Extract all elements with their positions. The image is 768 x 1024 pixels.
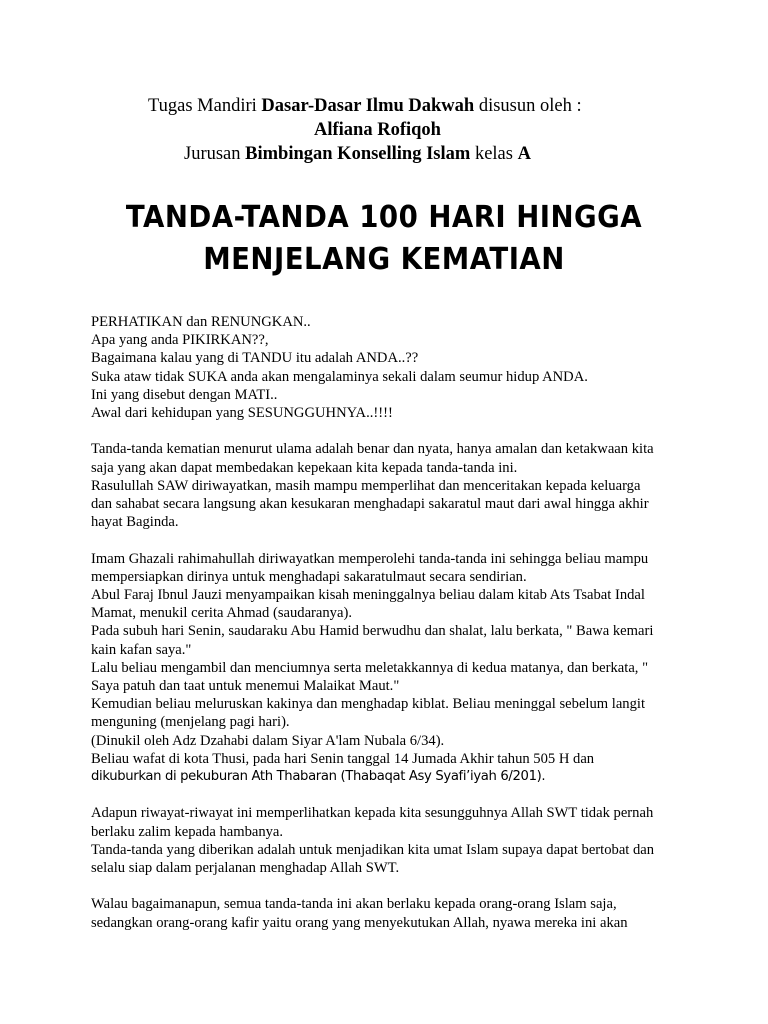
title-line-2: MENJELANG KEMATIAN — [203, 242, 565, 277]
text-line: hayat Baginda. — [91, 514, 179, 531]
text-line: Ini yang disebut dengan MATI.. — [91, 386, 278, 403]
major-prefix: Jurusan — [184, 144, 246, 164]
text-line: Beliau wafat di kota Thusi, pada hari Senin tanggal 14 Jumada Akhir tahun 505 H dan — [91, 750, 595, 767]
text-line: sedangkan orang-orang kafir yaitu orang yang menyekutukan Allah, nyawa mereka ini akan — [91, 914, 628, 931]
text-line: PERHATIKAN dan RENUNGKAN.. — [91, 314, 311, 330]
text-line: Saya patuh dan taat untuk menemui Malaikat Maut." — [91, 678, 400, 695]
text-line: Apa yang anda PIKIRKAN??, — [91, 332, 269, 349]
text-line: Tanda-tanda yang diberikan adalah untuk menjadikan kita umat Islam supaya dapat bertobat dan — [91, 841, 655, 858]
text-line: Tanda-tanda kematian menurut ulama adalah benar dan nyata, hanya amalan dan ketakwaan kita — [91, 441, 654, 458]
paragraph-5 — [91, 895, 731, 931]
header-suffix: disusun oleh : — [474, 96, 582, 116]
text-line: Bagaimana kalau yang di TANDU itu adalah ANDA..?? — [91, 350, 419, 367]
title-line-1: TANDA-TANDA 100 HARI HINGGA — [125, 200, 643, 235]
paragraph-4 — [91, 804, 731, 877]
text-line: Rasulullah SAW diriwayatkan, masih mampu memperlihat dan menceritakan kepada keluarga — [91, 477, 641, 494]
text-line: Abul Faraj Ibnul Jauzi menyampaikan kisah meninggalnya beliau dalam kitab Ats Tsabat Indal — [91, 587, 645, 604]
text-line: Pada subuh hari Senin, saudaraku Abu Hamid berwudhu dan shalat, lalu berkata, " Bawa kemari — [91, 623, 654, 640]
header-major-line — [0, 142, 768, 166]
text-line: mempersiapkan dirinya untuk menghadapi sakaratulmaut secara sendirian. — [91, 568, 527, 585]
text-line: Lalu beliau mengambil dan menciumnya serta meletakkannya di kedua matanya, dan berkata, " — [91, 659, 649, 676]
text-line: menguning (menjelang pagi hari). — [91, 714, 290, 731]
text-line: Suka ataw tidak SUKA anda akan mengalaminya sekali dalam seumur hidup ANDA. — [91, 368, 588, 385]
text-line: (Dinukil oleh Adz Dzahabi dalam Siyar A'lam Nubala 6/34). — [91, 732, 445, 749]
author-name: Alfiana Rofiqoh — [314, 120, 441, 140]
paragraph-2 — [91, 440, 731, 531]
text-line: Awal dari kehidupan yang SESUNGGUHNYA..!!!! — [91, 405, 393, 422]
document-body — [91, 313, 731, 950]
text-line: Mamat, menukil cerita Ahmad (saudaranya). — [91, 605, 352, 622]
class-name: A — [517, 144, 531, 164]
assignment-header — [0, 94, 768, 166]
document-title — [31, 197, 738, 281]
text-line: dan sahabat secara langsung akan kesukaran menghadapi sakaratul maut dari awal hingga akhir — [91, 496, 649, 513]
text-line: kain kafan saya." — [91, 641, 192, 658]
header-prefix: Tugas Mandiri — [148, 96, 262, 116]
text-line: selalu siap dalam perjalanan menghadap Allah SWT. — [91, 860, 400, 877]
class-prefix: kelas — [470, 144, 518, 164]
major-name: Bimbingan Konselling Islam — [245, 144, 471, 164]
text-line: Kemudian beliau meluruskan kakinya dan menghadap kiblat. Beliau meninggal sebelum langit — [91, 696, 646, 713]
header-course-line — [0, 94, 768, 118]
course-name: Dasar-Dasar Ilmu Dakwah — [261, 96, 475, 116]
citation-line: dikuburkan di pekuburan Ath Thabaran (Thabaqat Asy Syafi’iyah 6/201). — [91, 769, 546, 785]
text-line: Imam Ghazali rahimahullah diriwayatkan memperolehi tanda-tanda ini sehingga beliau mampu — [91, 550, 649, 567]
paragraph-1 — [91, 313, 731, 422]
paragraph-3 — [91, 550, 731, 787]
text-line: berlaku zalim kepada hambanya. — [91, 823, 284, 840]
text-line: Walau bagaimanapun, semua tanda-tanda ini akan berlaku kepada orang-orang Islam saja, — [91, 896, 617, 913]
text-line: Adapun riwayat-riwayat ini memperlihatkan kepada kita sesungguhnya Allah SWT tidak pernah — [91, 805, 654, 822]
text-line: saja yang akan dapat membedakan kepekaan kita kepada tanda-tanda ini. — [91, 459, 518, 476]
